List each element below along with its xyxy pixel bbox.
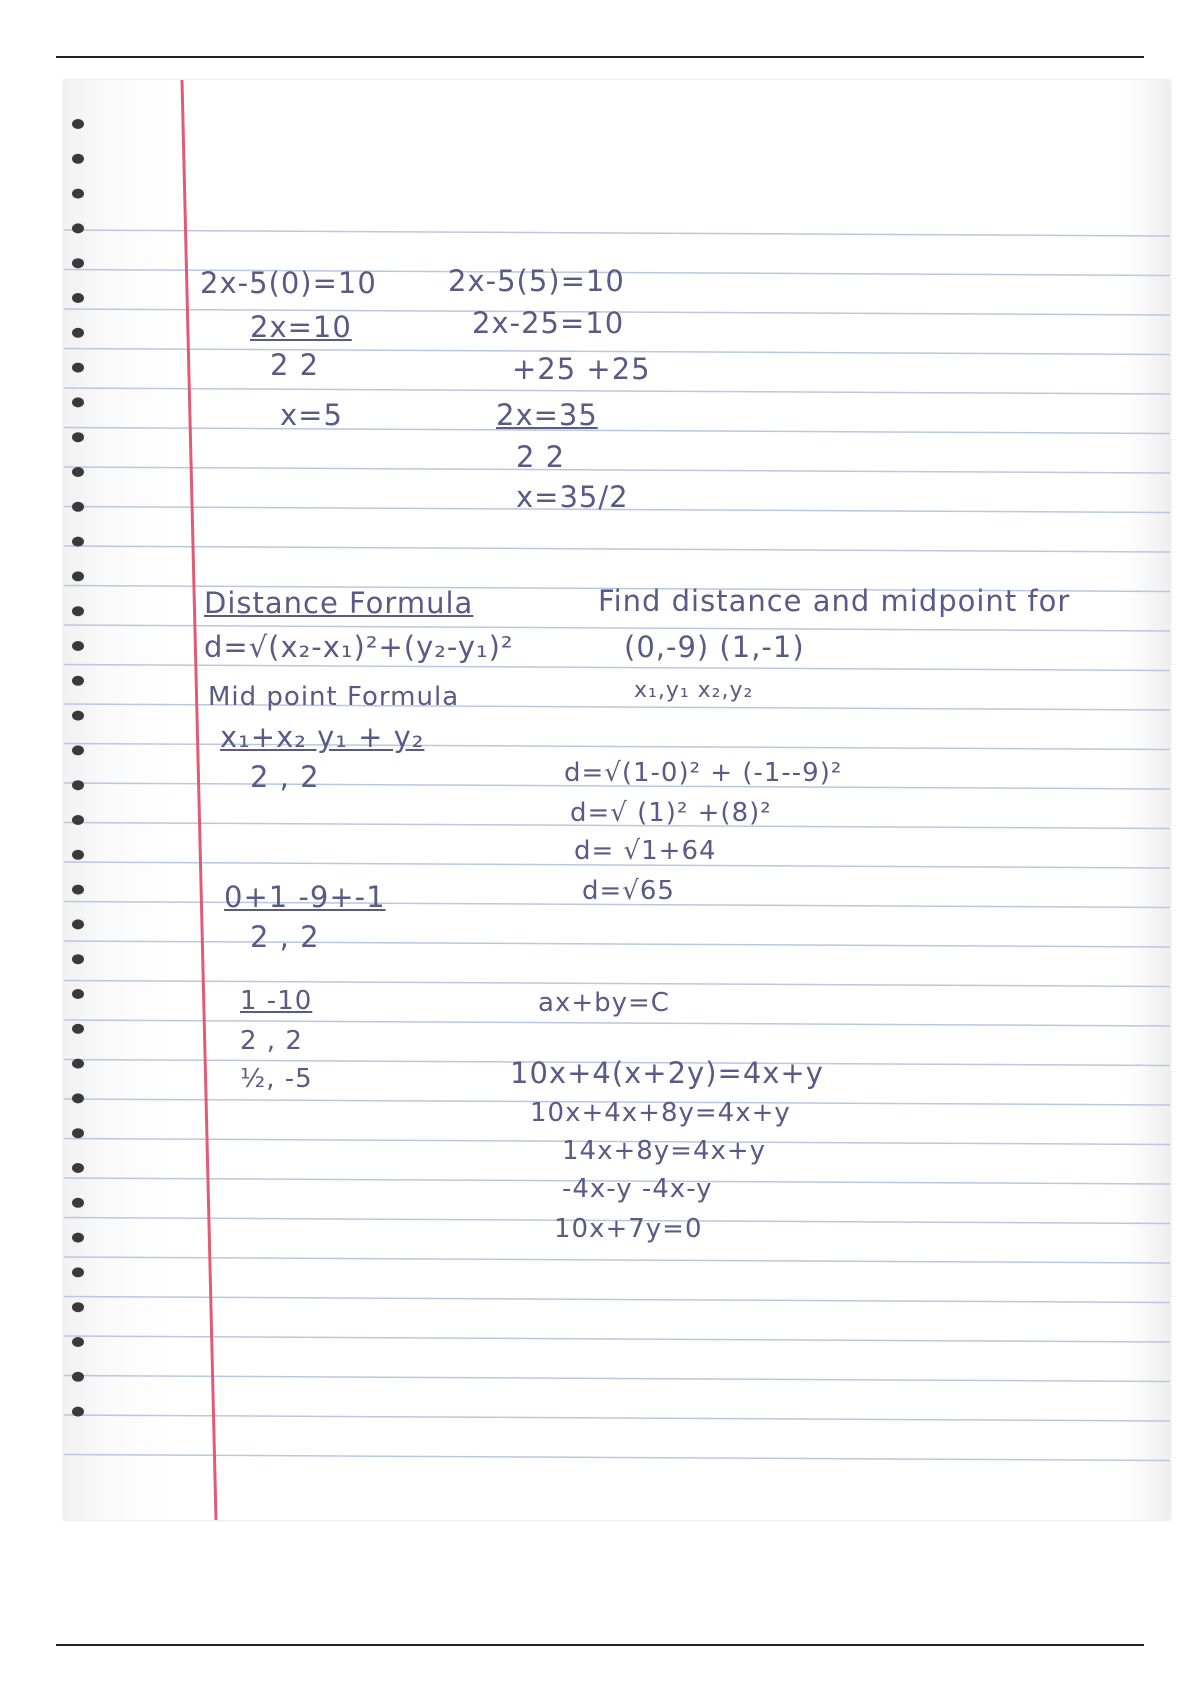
spiral-hole <box>72 154 84 164</box>
spiral-hole <box>72 1128 84 1138</box>
ruled-line <box>64 1336 1170 1342</box>
notebook-page <box>64 80 1170 1520</box>
spiral-hole <box>72 502 84 512</box>
right-col-line-2: 2x-25=10 <box>472 306 625 340</box>
problem-point-labels: x₁,y₁ x₂,y₂ <box>634 678 754 703</box>
spiral-holes <box>72 119 84 1417</box>
page-bottom-rule <box>56 1644 1144 1646</box>
spiral-hole <box>72 641 84 651</box>
standard-form-line-4: -4x-y -4x-y <box>562 1174 713 1204</box>
ruled-line <box>64 1376 1170 1382</box>
left-col-line-3: 2 2 <box>270 348 320 382</box>
spiral-hole <box>72 432 84 442</box>
ruled-line <box>64 1257 1170 1263</box>
midpoint-formula-numerator: x₁+x₂ y₁ + y₂ <box>220 720 425 754</box>
spiral-hole <box>72 1407 84 1417</box>
standard-form-line-5: 10x+7y=0 <box>554 1214 703 1244</box>
left-col-line-4: x=5 <box>280 398 343 432</box>
spiral-hole <box>72 1372 84 1382</box>
spiral-hole <box>72 258 84 268</box>
ruled-line <box>64 1455 1170 1461</box>
midpoint-formula-denominator: 2 , 2 <box>250 760 320 794</box>
distance-formula: d=√(x₂-x₁)²+(y₂-y₁)² <box>204 630 514 664</box>
ruled-line <box>64 1415 1170 1421</box>
spiral-hole <box>72 850 84 860</box>
midpoint-simplified-numerator: 1 -10 <box>240 986 313 1016</box>
spiral-hole <box>72 223 84 233</box>
spiral-hole <box>72 397 84 407</box>
ruled-line <box>64 467 1170 473</box>
spiral-hole <box>72 1337 84 1347</box>
standard-form-line-1: 10x+4(x+2y)=4x+y <box>510 1056 824 1090</box>
spiral-hole <box>72 1059 84 1069</box>
left-col-line-2: 2x=10 <box>250 310 352 344</box>
distance-formula-label: Distance Formula <box>204 586 474 620</box>
standard-form: ax+by=C <box>538 988 670 1018</box>
distance-work-line-3: d= √1+64 <box>574 836 717 866</box>
ruled-line <box>64 230 1170 236</box>
right-col-line-6: x=35/2 <box>516 480 629 514</box>
spiral-hole <box>72 119 84 129</box>
page-top-rule <box>56 56 1144 58</box>
ruled-line <box>64 1020 1170 1026</box>
right-col-line-5: 2 2 <box>516 440 566 474</box>
spiral-hole <box>72 293 84 303</box>
spiral-hole <box>72 1267 84 1277</box>
left-col-line-1: 2x-5(0)=10 <box>200 266 377 300</box>
right-col-line-3: +25 +25 <box>512 352 651 386</box>
spiral-hole <box>72 571 84 581</box>
spiral-hole <box>72 1093 84 1103</box>
ruled-line <box>64 428 1170 434</box>
ruled-line <box>64 665 1170 671</box>
spiral-hole <box>72 189 84 199</box>
spiral-hole <box>72 1233 84 1243</box>
problem-points: (0,-9) (1,-1) <box>624 630 805 664</box>
standard-form-line-2: 10x+4x+8y=4x+y <box>530 1098 791 1128</box>
spiral-hole <box>72 676 84 686</box>
midpoint-simplified-denominator: 2 , 2 <box>240 1026 303 1056</box>
spiral-hole <box>72 467 84 477</box>
midpoint-work-numerator: 0+1 -9+-1 <box>224 880 386 914</box>
spiral-hole <box>72 885 84 895</box>
problem-prompt: Find distance and midpoint for <box>598 584 1071 618</box>
ruled-line <box>64 941 1170 947</box>
standard-form-line-3: 14x+8y=4x+y <box>562 1136 767 1166</box>
midpoint-work-denominator: 2 , 2 <box>250 920 320 954</box>
midpoint-result: ½, -5 <box>240 1064 313 1094</box>
spiral-hole <box>72 328 84 338</box>
spiral-hole <box>72 1163 84 1173</box>
spiral-hole <box>72 989 84 999</box>
midpoint-formula-label: Mid point Formula <box>208 682 460 712</box>
right-col-line-4: 2x=35 <box>496 398 598 432</box>
ruled-line <box>64 1297 1170 1303</box>
spiral-hole <box>72 780 84 790</box>
distance-work-line-1: d=√(1-0)² + (-1--9)² <box>564 758 843 788</box>
ruled-line <box>64 546 1170 552</box>
spiral-hole <box>72 815 84 825</box>
distance-work-line-4: d=√65 <box>582 876 675 906</box>
ruled-line <box>64 981 1170 987</box>
spiral-hole <box>72 606 84 616</box>
right-col-line-1: 2x-5(5)=10 <box>448 264 625 298</box>
ruled-line <box>64 388 1170 394</box>
spiral-hole <box>72 954 84 964</box>
spiral-hole <box>72 363 84 373</box>
spiral-hole <box>72 711 84 721</box>
spiral-hole <box>72 537 84 547</box>
spiral-hole <box>72 1198 84 1208</box>
spiral-hole <box>72 1302 84 1312</box>
distance-work-line-2: d=√ (1)² +(8)² <box>570 798 772 828</box>
spiral-hole <box>72 1024 84 1034</box>
spiral-hole <box>72 745 84 755</box>
spiral-hole <box>72 919 84 929</box>
